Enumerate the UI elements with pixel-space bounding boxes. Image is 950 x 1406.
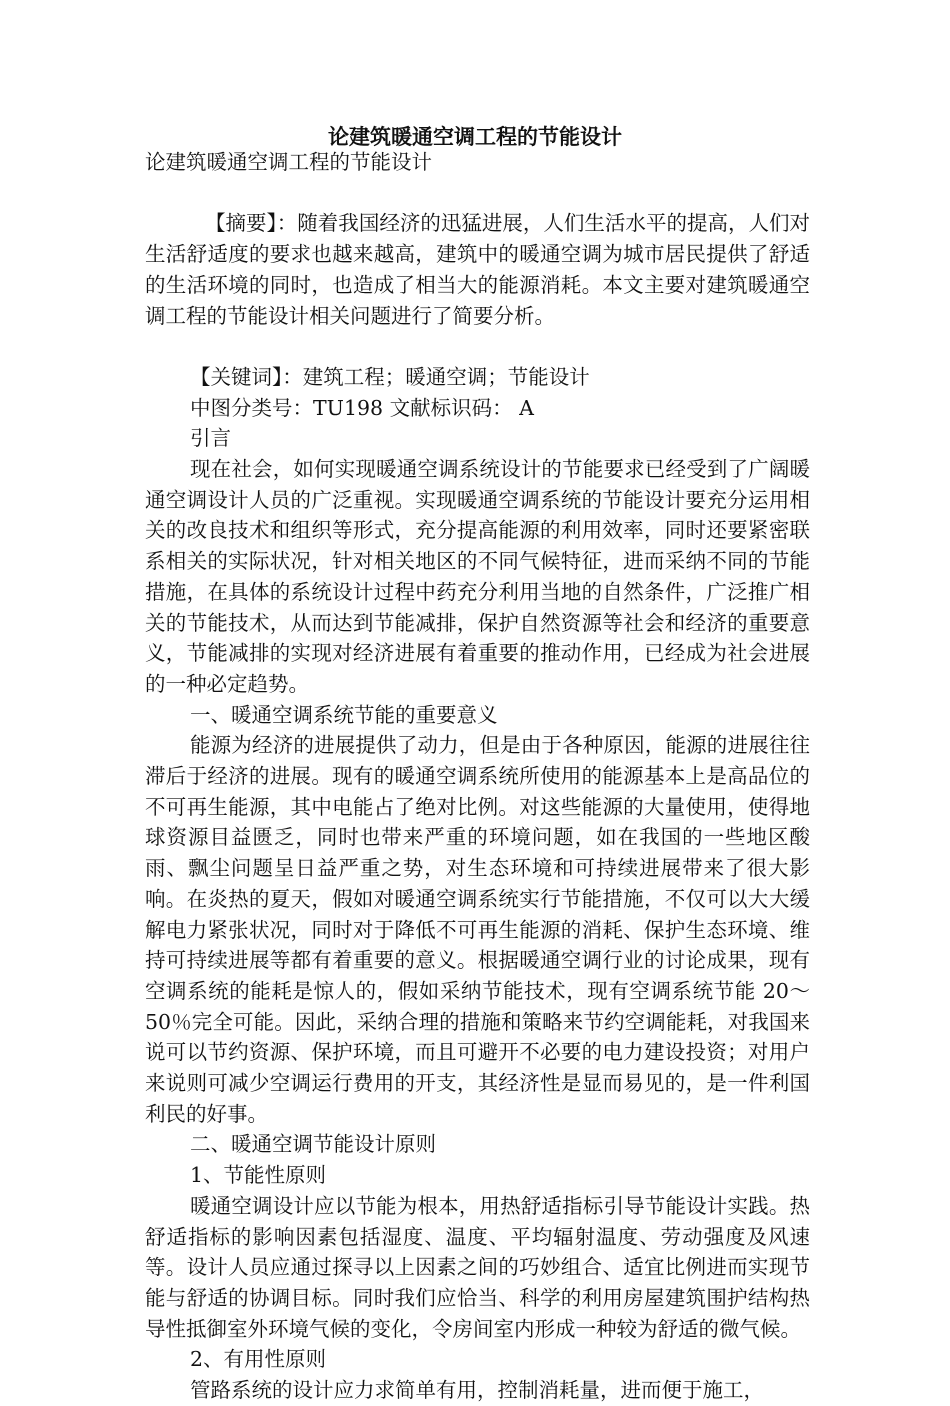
- subsection2-paragraph: 管路系统的设计应力求简单有用，控制消耗量，进而便于施工，: [190, 1378, 764, 1403]
- document-subtitle: 论建筑暖通空调工程的节能设计: [145, 150, 432, 174]
- abstract-paragraph: 【摘要】：随着我国经济的迅猛进展，人们生活水平的提高，人们对生活舒适度的要求也越来越高，建筑中的暖通空调为城市居民提供了舒适的生活环境的同时，也造成了相当大的能源消耗。本文主要对建筑暖通空调工程的节能设计相关问题进行了简要分析。: [145, 211, 810, 328]
- subsection2-heading: 2、有用性原则: [190, 1347, 327, 1372]
- intro-paragraph: 现在社会，如何实现暖通空调系统设计的节能要求已经受到了广阔暖通空调设计人员的广泛重视。实现暖通空调系统的节能设计要充分运用相关的改良技术和组织等形式，充分提高能源的利用效率，同时还要紧密联系相关的实际状况，针对相关地区的不同气候特征，进而采纳不同的节能措施，在具体的系统设计过程中药充分利用当地的自然条件，广泛推广相关的节能技术，从而达到节能减排，保护自然资源等社会和经济的重要意义，节能减排的实现对经济进展有着重要的推动作用，已经成为社会进展的一种必定趋势。: [145, 457, 810, 696]
- document-title: 论建筑暖通空调工程的节能设计: [328, 125, 622, 149]
- document-body: [145, 147, 810, 1406]
- keywords-line: 【关键词】：建筑工程；暖通空调；节能设计: [190, 364, 590, 389]
- subsection1-paragraph: 暖通空调设计应以节能为根本，用热舒适指标引导节能设计实践。热舒适指标的影响因素包括湿度、温度、平均辐射温度、劳动强度及风速等。设计人员应通过探寻以上因素之间的巧妙组合、适宜比例进而实现节能与舒适的协调目标。同时我们应恰当、科学的利用房屋建筑围护结构热导性抵御室外环境气候的变化，令房间室内形成一种较为舒适的微气候。: [145, 1193, 810, 1341]
- subsection1-heading: 1、节能性原则: [190, 1163, 327, 1188]
- classification-line: 中图分类号：TU198 文献标识码： A: [190, 395, 534, 420]
- section1-heading: 一、暖通空调系统节能的重要意义: [190, 702, 498, 727]
- section2-heading: 二、暖通空调节能设计原则: [190, 1132, 436, 1157]
- intro-heading: 引言: [190, 426, 231, 451]
- section1-paragraph: 能源为经济的进展提供了动力，但是由于各种原因，能源的进展往往滞后于经济的进展。现有的暖通空调系统所使用的能源基本上是高品位的不可再生能源，其中电能占了绝对比例。对这些能源的大量使用，使得地球资源目益匮乏，同时也带来严重的环境问题，如在我国的一些地区酸雨、飘尘问题呈日益严重之势，对生态环境和可持续进展带来了很大影响。在炎热的夏天，假如对暖通空调系统实行节能措施，不仅可以大大缓解电力紧张状况，同时对于降低不可再生能源的消耗、保护生态环境、维持可持续进展等都有着重要的意义。根据暖通空调行业的讨论成果，现有空调系统的能耗是惊人的，假如采纳节能技术，现有空调系统节能 20～50％完全可能。因此，采纳合理的措施和策略来节约空调能耗，对我国来说可以节约资源、保护环境，而且可避开不必要的电力建设投资；对用户来说则可减少空调运行费用的开支，其经济性是显而易见的，是一件利国利民的好事。: [145, 733, 810, 1126]
